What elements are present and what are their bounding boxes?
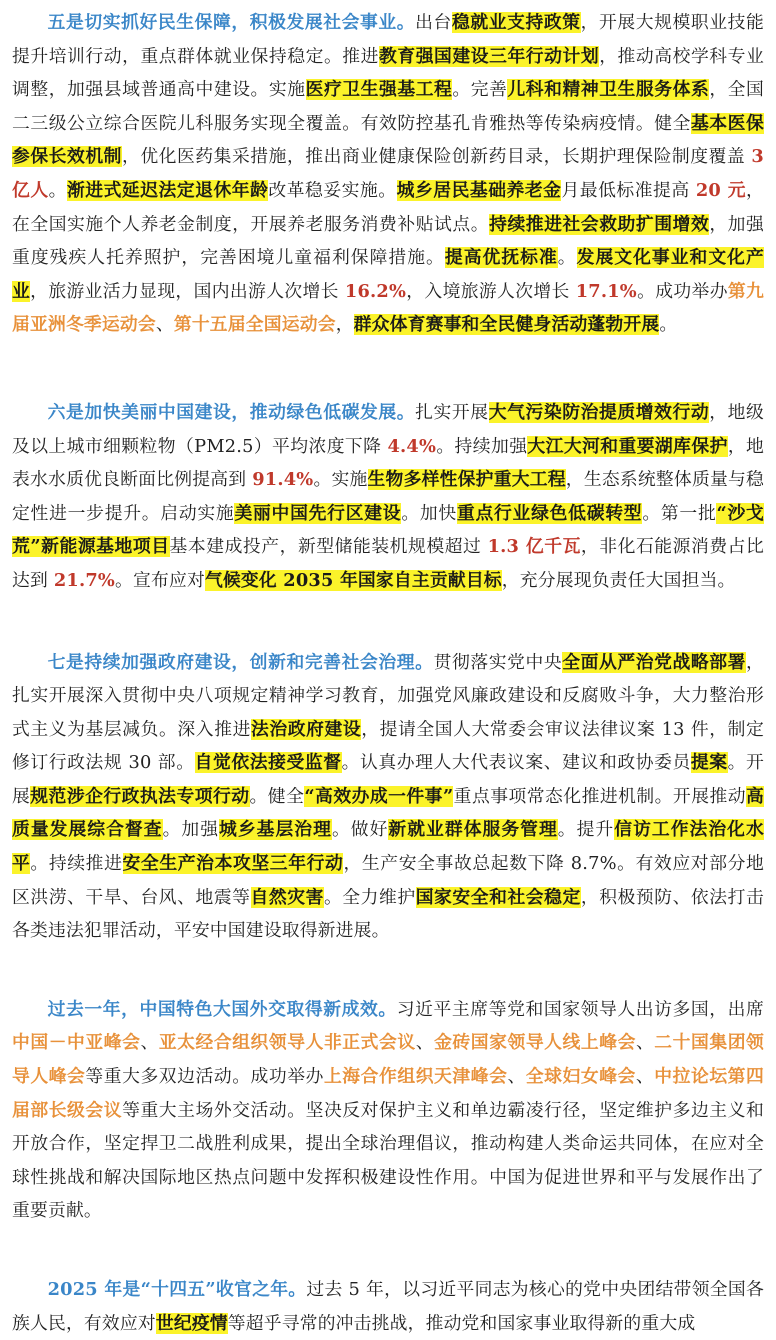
highlighted-phrase: 世纪疫情	[155, 1312, 228, 1334]
body-text: 。持续推进	[30, 853, 123, 875]
body-text: 、	[140, 1032, 159, 1054]
highlighted-phrase: “高效办成一件事”	[304, 785, 454, 807]
body-text: 。持续加强	[436, 435, 528, 457]
body-text: 。第一批	[642, 502, 717, 524]
body-text: 。宣布应对	[115, 569, 205, 591]
body-text: ，地级及以上城市细颗粒物（PM2.5）平均浓度下降	[12, 401, 764, 457]
body-text: 基本建成投产，新型储能装机规模超过	[169, 536, 488, 558]
paragraph-gap	[12, 1228, 764, 1273]
event-name: 中国－中亚峰会	[12, 1032, 141, 1054]
body-text: 。认真办理人大代表议案、建议和政协委员	[341, 752, 691, 774]
event-name: 第九届亚洲冬季运动会	[12, 280, 765, 336]
event-name: 全球妇女峰会	[525, 1066, 636, 1088]
body-text: ，生产安全事故总起数下降 8.7%。有效应对部分地区洪涝、干旱、台风、地震等	[12, 853, 764, 908]
paragraph-14th-five-year	[12, 1273, 764, 1340]
body-text: ，入境旅游人次增长	[406, 280, 576, 302]
body-text: ，非化石能源消费占比达到	[12, 536, 764, 591]
highlighted-phrase: 持续推进社会救助扩围增效	[489, 213, 710, 235]
paragraph-green-development	[12, 396, 764, 598]
highlighted-phrase: 基本医保参保长效机制	[12, 112, 764, 168]
body-text: 。	[659, 314, 678, 336]
highlighted-phrase: 自然灾害	[250, 886, 324, 908]
body-text: 。成功举办	[636, 280, 728, 302]
highlighted-phrase: 规范涉企行政执法专项行动	[30, 785, 250, 807]
body-text: ，优化医药集采措施，推出商业健康保险创新药目录，长期护理保险制度覆盖	[121, 146, 752, 168]
highlighted-phrase: 渐进式延迟法定退休年龄	[66, 179, 269, 201]
body-text: 。做好	[331, 819, 389, 841]
highlighted-number: 20 元	[695, 179, 747, 201]
highlighted-phrase: 重点行业绿色低碳转型	[456, 502, 643, 524]
highlighted-number: 3 亿人	[12, 146, 764, 201]
highlighted-phrase: 法治政府建设	[250, 718, 362, 740]
highlighted-phrase: 大江大河和重要湖库保护	[527, 435, 728, 457]
body-text: 等超乎寻常的冲击挑战，推动党和国家事业取得新的重大成	[227, 1312, 696, 1334]
highlighted-phrase: 美丽中国先行区建设	[234, 502, 402, 524]
body-text: 、	[635, 1066, 655, 1088]
body-text: 等重大多双边活动。成功举办	[85, 1066, 324, 1088]
highlighted-number: 17.1%	[575, 280, 637, 302]
body-text: 。加快	[401, 502, 457, 524]
body-text: ，旅游业活力显现，国内出游人次增长	[30, 280, 345, 302]
highlighted-phrase: 医疗卫生强基工程	[305, 79, 453, 101]
body-text: 重点事项常态化推进机制。开展推动	[453, 785, 747, 807]
paragraph-government-building	[12, 646, 764, 948]
highlighted-phrase: 城乡居民基础养老金	[396, 179, 562, 201]
body-text: ，开展大规模职业技能提升培训行动，重点群体就业保持稳定。推进	[12, 12, 764, 67]
body-text: 。全力维护	[323, 886, 416, 908]
highlighted-phrase: 国家安全和社会稳定	[415, 886, 581, 908]
paragraph-diplomacy	[12, 993, 764, 1228]
body-text: 等重大主场外交活动。坚决反对保护主义和单边霸凌行径，坚定维护多边主义和开放合作，坚定捍卫二战胜利成果，提出全球治理倡议，推动构建人类命运共同体，在应对全球性挑战和解决国际地区热点问题中发挥积极建设性作用。中国为促进世界和平与发展作出了重要贡献。	[12, 1099, 764, 1222]
body-text: ，推动高校学科专业调整，加强县域普通高中建设。实施	[12, 45, 764, 101]
paragraph-lead-heading: 七是持续加强政府建设，创新和完善社会治理。	[47, 651, 434, 673]
body-text: 出台	[415, 12, 452, 33]
highlighted-number: 16.2%	[344, 280, 407, 302]
paragraph-lead-heading: 2025 年是“十四五”收官之年。	[47, 1279, 307, 1300]
event-name: 二十国集团领导人峰会	[12, 1032, 765, 1088]
paragraph-livelihood	[12, 6, 764, 342]
highlighted-phrase: “沙戈荒”新能源基地项目	[12, 502, 764, 558]
body-text: ，	[335, 314, 354, 336]
body-text: 。实施	[313, 469, 368, 491]
body-text: 贯彻落实党中央	[433, 651, 563, 673]
body-text: ，提请全国人大常委会审议法律议案 13 件，制定修订行政法规 30 部。	[12, 718, 764, 774]
highlighted-number: 4.4%	[387, 435, 437, 457]
highlighted-phrase: 发展文化事业和文化产业	[12, 247, 764, 302]
highlighted-phrase: 新就业群体服务管理	[388, 819, 558, 841]
body-text: 、	[415, 1032, 435, 1054]
body-text: 扎实开展	[415, 401, 489, 423]
highlighted-phrase: 生物多样性保护重大工程	[367, 469, 566, 491]
highlighted-phrase: 自觉依法接受监督	[194, 752, 342, 774]
highlighted-phrase: 安全生产治本攻坚三年行动	[122, 853, 344, 875]
highlighted-phrase: 提案	[690, 752, 728, 774]
paragraph-lead-heading: 五是切实抓好民生保障，积极发展社会事业。	[47, 12, 416, 33]
highlighted-phrase: 气候变化 2035 年国家自主贡献目标	[204, 569, 502, 591]
highlighted-phrase: 稳就业支持政策	[451, 12, 581, 33]
body-text: ，全国二三级公立综合医院儿科服务实现全覆盖。有效防控基孔肯雅热等传染病疫情。健全	[12, 79, 764, 134]
highlighted-phrase: 大气污染防治提质增效行动	[488, 401, 710, 423]
highlighted-phrase: 全面从严治党战略部署	[562, 651, 747, 673]
body-text: 。开展	[12, 752, 764, 807]
body-text: 过去 5 年，以习近平同志为核心的党中央团结带领全国各族人民，有效应对	[12, 1279, 764, 1334]
highlighted-phrase: 提高优抚标准	[444, 247, 558, 269]
highlighted-phrase: 城乡基层治理	[219, 819, 332, 841]
body-text: 。提升	[557, 819, 615, 841]
event-name: 金砖国家领导人线上峰会	[434, 1032, 636, 1054]
paragraph-gap	[12, 598, 764, 646]
highlighted-phrase: 儿科和精神卫生服务体系	[507, 79, 710, 101]
body-text: ，地表水水质优良断面比例提高到	[12, 435, 765, 491]
highlighted-phrase: 信访工作法治化水平	[12, 819, 764, 875]
paragraph-lead-heading: 六是加快美丽中国建设，推动绿色低碳发展。	[47, 401, 416, 423]
event-name: 第十五届全国运动会	[173, 314, 336, 336]
body-text: 、	[155, 314, 174, 336]
paragraph-lead-heading: 过去一年，中国特色大国外交取得新成效。	[47, 998, 397, 1020]
body-text: 。	[48, 179, 67, 201]
body-text: 。加强	[162, 819, 220, 841]
paragraph-gap	[12, 342, 764, 396]
body-text: 、	[507, 1066, 526, 1088]
highlighted-number: 91.4%	[252, 469, 314, 491]
body-text: 。健全	[249, 785, 305, 807]
highlighted-number: 21.7%	[53, 569, 116, 591]
highlighted-phrase: 教育强国建设三年行动计划	[379, 45, 600, 67]
highlighted-phrase: 高质量发展综合督查	[12, 785, 764, 841]
body-text: 。完善	[452, 79, 508, 101]
body-text: 习近平主席等党和国家领导人出访多国，出席	[396, 998, 764, 1020]
body-text: ，在全国实施个人养老金制度，开展养老服务消费补贴试点。	[12, 179, 765, 235]
highlighted-number: 1.3 亿千瓦	[487, 536, 581, 558]
event-name: 亚太经合组织领导人非正式会议	[158, 1032, 416, 1054]
event-name: 上海合作组织天津峰会	[323, 1066, 508, 1088]
body-text: 、	[635, 1032, 655, 1054]
highlighted-phrase: 群众体育赛事和全民健身活动蓬勃开展	[353, 314, 660, 336]
body-text: ，充分展现负责任大国担当。	[501, 569, 736, 591]
body-text: 。	[557, 247, 577, 269]
body-text: 月最低标准提高	[561, 179, 696, 201]
body-text: ，生态系统整体质量与稳定性进一步提升。启动实施	[12, 469, 765, 524]
event-name: 中拉论坛第四届部长级会议	[12, 1066, 765, 1121]
paragraph-gap	[12, 948, 764, 993]
body-text: ，加强重度残疾人托养照护，完善困境儿童福利保障措施。	[12, 213, 764, 269]
body-text: ，积极预防、依法打击各类违法犯罪活动，平安中国建设取得新进展。	[12, 886, 764, 942]
body-text: ，扎实开展深入贯彻中央八项规定精神学习教育，加强党风廉政建设和反腐败斗争，大力整治形式主义为基层减负。深入推进	[12, 651, 764, 740]
body-text: 改革稳妥实施。	[268, 179, 397, 201]
